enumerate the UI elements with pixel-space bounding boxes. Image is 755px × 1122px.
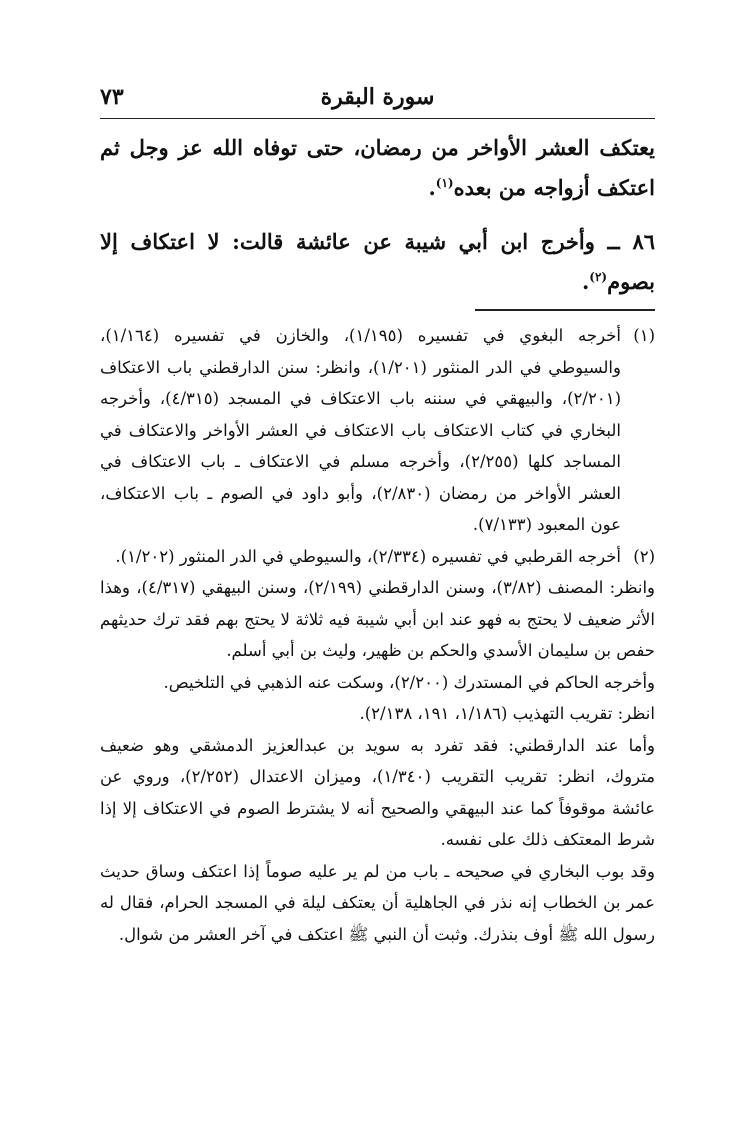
- main-text: [100, 128, 655, 316]
- footnote-2: [100, 541, 655, 573]
- footnote-2-paragraph-6: وقد بوب البخاري في صحيحه ـ باب من لم ير عليه صوماً إذا اعتكف وساق حديث عمر بن الخطاب إنه نذر في الجاهلية أن يعتكف ليلة في المسجد الحرام، فقال له رسول الله ﷺ أوف بنذرك. وثبت أن النبي ﷺ اعتكف في آخر العشر من شوال.: [100, 861, 655, 944]
- paragraph-2-text: ٨٦ ــ وأخرج ابن أبي شيبة عن عائشة قالت: لا اعتكاف إلا بصوم: [100, 229, 655, 294]
- paragraph-2-end: .: [581, 269, 590, 294]
- footnote-1: [100, 320, 655, 541]
- page-number: ٧٣: [100, 84, 124, 110]
- footnote-1-text: أخرجه البغوي في تفسيره (١/١٩٥)، والخازن في تفسيره (١/١٦٤)، والسيوطي في الدر المنثور (١/٢٠١)، وانظر: سنن الدارقطني باب الاعتكاف (٢/٢٠١)، والبيهقي في سننه باب الاعتكاف في المسجد (٤/٣١٥)، وأخرجه البخاري في كتاب الاعتكاف باب الاعتكاف في العشر الأواخر والاعتكاف في المساجد كلها (٢/٢٥٥)، وأخرجه مسلم في الاعتكاف ـ باب الاعتكاف في العشر الأواخر من رمضان (٢/٨٣٠)، وأبو داود في الصوم ـ باب الاعتكاف، عون المعبود (٧/١٣٣).: [100, 326, 621, 534]
- footnote-2-number: (٢): [633, 546, 655, 566]
- main-paragraph-2: [100, 222, 655, 302]
- footnote-2-paragraph-4: انظر: تقريب التهذيب (١/١٨٦، ١٩١، ٢/١٣٨).: [359, 704, 655, 723]
- footnotes: [100, 320, 655, 950]
- main-paragraph-1: [100, 128, 655, 208]
- footnote-ref-1: (١): [435, 176, 454, 190]
- surah-title: سورة البقرة: [320, 84, 435, 110]
- page-header: [100, 82, 655, 119]
- paragraph-1-end: .: [428, 175, 436, 200]
- footnote-1-number: (١): [633, 326, 655, 345]
- footnote-ref-2: (٢): [589, 270, 608, 284]
- footnote-separator: [475, 309, 655, 311]
- footnote-2-text: أخرجه القرطبي في تفسيره (٢/٣٣٤)، والسيوطي في الدر المنثور (١/٢٠٢).: [115, 546, 621, 566]
- footnote-2-paragraph-5: وأما عند الدارقطني: فقد تفرد به سويد بن عبدالعزيز الدمشقي وهو ضعيف متروك، انظر: تقريب التقريب (١/٣٤٠)، وميزان الاعتدال (٢/٢٥٢)، وروي عن عائشة موقوفاً كما عند البيهقي والصحيح أنه لا يشترط الصوم في الاعتكاف إلا إذا شرط المعتكف ذلك على نفسه.: [100, 735, 656, 849]
- footnote-2-paragraph-2: وانظر: المصنف (٣/٨٢)، وسنن الدارقطني (٢/١٩٩)، وسنن البيهقي (٤/٣١٧)، وهذا الأثر ضعيف لا يحتج به فهو عند ابن أبي شيبة فيه ثلاثة لا يحتج بهم فقد ترك حديثهم حفص بن سليمان الأسدي والحكم بن ظهير، وليث بن أبي أسلم.: [100, 578, 656, 660]
- paragraph-1-text: يعتكف العشر الأواخر من رمضان، حتى توفاه الله عز وجل ثم اعتكف أزواجه من بعده: [100, 135, 655, 200]
- footnote-2-paragraph-3: وأخرجه الحاكم في المستدرك (٢/٢٠٠)، وسكت عنه الذهبي في التلخيص.: [163, 672, 655, 692]
